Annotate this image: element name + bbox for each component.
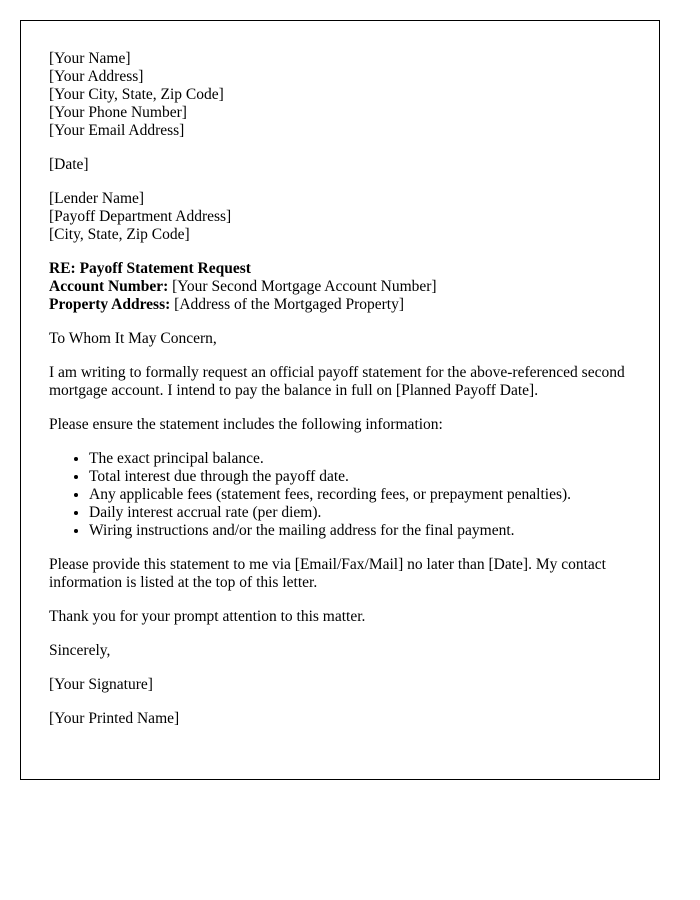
account-number-label: Account Number: [49,278,169,295]
property-address-label: Property Address: [49,296,171,313]
property-address-line [49,296,631,314]
letter-page [20,20,660,780]
list-item: • The exact principal balance. [89,450,631,468]
salutation: To Whom It May Concern, [49,330,217,347]
account-number-value: [Your Second Mortgage Account Number] [168,278,437,295]
recipient-department-address: [Payoff Department Address] [49,208,232,225]
sign-off: Sincerely, [49,642,111,659]
recipient-block [49,190,631,244]
list-intro-paragraph: Please ensure the statement includes the following information: [49,416,443,433]
printed-name-placeholder: [Your Printed Name] [49,710,180,727]
sender-city-state-zip: [Your City, State, Zip Code] [49,86,224,103]
property-address-value: [Address of the Mortgaged Property] [170,296,405,313]
subject-block [49,260,631,314]
sender-phone: [Your Phone Number] [49,104,187,121]
letter-date: [Date] [49,156,89,173]
list-item: • Total interest due through the payoff date. [89,468,631,486]
recipient-city-state-zip: [City, State, Zip Code] [49,226,190,243]
sender-name: [Your Name] [49,50,131,67]
sender-address: [Your Address] [49,68,144,85]
account-number-line [49,278,631,296]
sender-block [49,50,631,140]
intro-paragraph: I am writing to formally request an official payoff statement for the above-referenced second mortgage account. I intend to pay the balance in full on [Planned Payoff Date]. [49,364,625,399]
required-info-list [49,450,631,540]
recipient-lender-name: [Lender Name] [49,190,145,207]
list-item: • Wiring instructions and/or the mailing address for the final payment. [89,522,631,540]
list-item: • Any applicable fees (statement fees, recording fees, or prepayment penalties). [89,486,631,504]
signature-placeholder: [Your Signature] [49,676,153,693]
delivery-paragraph: Please provide this statement to me via [Email/Fax/Mail] no later than [Date]. My contact information is listed at the top of this letter. [49,556,606,591]
list-item: • Daily interest accrual rate (per diem). [89,504,631,522]
sender-email: [Your Email Address] [49,122,185,139]
re-line: RE: Payoff Statement Request [49,260,251,277]
date-block [49,156,631,174]
thanks-paragraph: Thank you for your prompt attention to this matter. [49,608,366,625]
